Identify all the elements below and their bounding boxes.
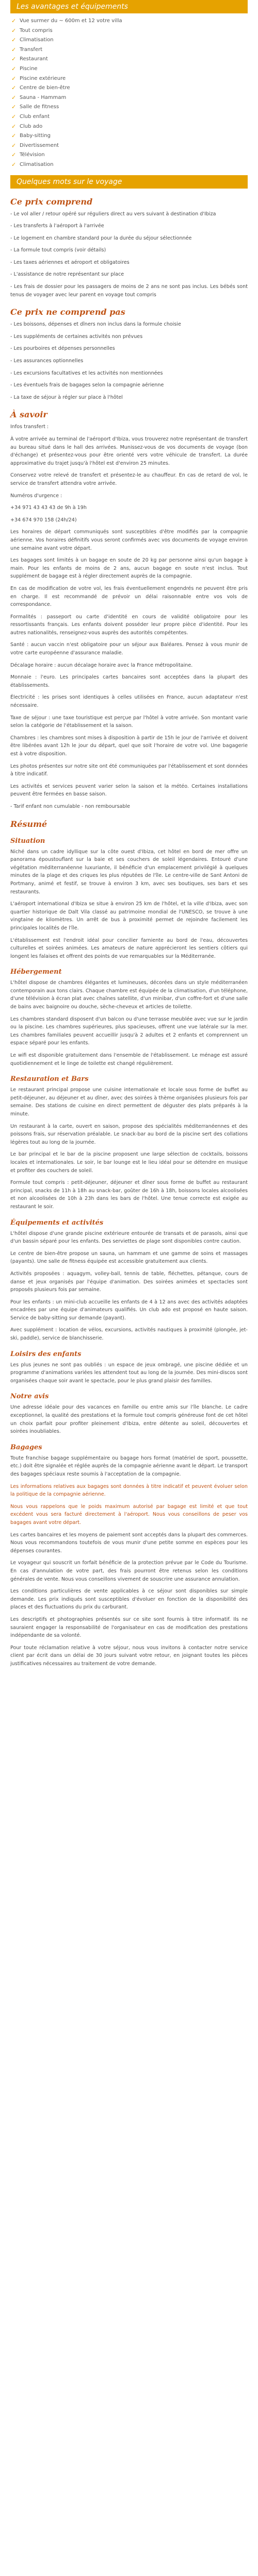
- paragraph: - Les transferts à l'aéroport à l'arrivée: [10, 223, 104, 229]
- advantage-item: [11, 103, 258, 112]
- paragraph: Le centre de bien-être propose un sauna, un hammam et une gamme de soins et massages (payants). Une salle de fitness équipée est accessible gratuitement aux clients.: [10, 1250, 248, 1265]
- paragraph: Activités proposées : aquagym, volley-ball, tennis de table, fléchettes, pétanque, cours de danse et jeux organisés par l'équipe d'animation. Des soirées animées et spectacles sont proposés plusieurs fois par semaine.: [10, 1270, 248, 1293]
- paragraph: L'hôtel dispose d'une grande piscine extérieure entourée de transats et de parasols, ainsi que d'un bassin séparé pour les enfants. Des serviettes de plage sont disponibles contre caution.: [10, 1230, 248, 1245]
- paragraph: - La taxe de séjour à régler sur place à l'hôtel: [10, 394, 123, 400]
- check-icon: ✓: [11, 104, 17, 111]
- advantage-item: [11, 16, 258, 26]
- advantage-label: Club ado: [20, 123, 43, 129]
- advantage-label: Divertissement: [20, 142, 59, 148]
- check-icon: ✓: [11, 56, 17, 63]
- paragraph: - Les suppléments de certaines activités non prévues: [10, 333, 143, 340]
- advantage-item: [11, 83, 258, 93]
- paragraph: Les descriptifs et photographies présentés sur ce site sont fournis à titre informatif. Ils ne sauraient engager la responsabilité de l'organisateur en cas de modification des prestations indépendante de sa volonté.: [10, 1616, 248, 1639]
- paragraph: À votre arrivée au terminal de l'aéroport d'Ibiza, vous trouverez notre représentant de transfert au bureau situé dans le hall des arrivées. Munissez-vous de vos documents de voyage (bon d'échange) et présentez-vous pour être orienté vers votre véhicule de transfert. La durée approximative du trajet jusqu'à l'hôtel est d'environ 25 minutes.: [10, 436, 248, 466]
- advantage-item: [11, 112, 258, 122]
- advantage-label: Centre de bien-être: [20, 85, 70, 91]
- info-banner: Quelques mots sur le voyage: [10, 175, 248, 189]
- paragraph: Les conditions particulières de vente applicables à ce séjour sont disponibles sur simple demande. Les prix indiqués sont susceptibles d'évoluer en fonction de la disponibilité des places et des fluctuations du prix du carburant.: [10, 1588, 248, 1611]
- check-icon: ✓: [11, 84, 17, 92]
- advantage-item: [11, 131, 258, 141]
- paragraph: - La formule tout compris (voir détails): [10, 247, 106, 253]
- paragraph: Chambres : les chambres sont mises à disposition à partir de 15h le jour de l'arrivée et doivent être libérées avant 12h le jour du départ, quel que soit l'horaire de votre vol. Une bagagerie est à votre disposition.: [10, 735, 248, 757]
- advantage-item: [11, 55, 258, 64]
- paragraph: Niché dans un cadre idyllique sur la côte ouest d'Ibiza, cet hôtel en bord de mer offre un panorama époustouflant sur la baie et ses couchers de soleil légendaires. Entouré d'une végétation méditerranéenne luxuriante, il bénéficie d'un emplacement privilégié à quelques minutes de la plage et des criques les plus réputées de l'île. Le centre-ville de Sant Antoni de Portmany, animé et festif, se trouve à environ 3 km, avec ses boutiques, ses bars et ses restaurants.: [10, 849, 248, 895]
- paragraph: - Les excursions facultatives et les activités non mentionnées: [10, 370, 163, 376]
- paragraph: Les informations relatives aux bagages sont données à titre indicatif et peuvent évoluer selon la politique de la compagnie aérienne.: [10, 1483, 248, 1498]
- paragraph: Toute franchise bagage supplémentaire ou bagage hors format (matériel de sport, poussette, etc.) doit être signalée et réglée auprès de la compagnie aérienne avant le départ. Le transport des bagages spéciaux reste soumis à l'acceptation de la compagnie.: [10, 1455, 248, 1477]
- paragraph: - Les assurances optionnelles: [10, 358, 84, 364]
- paragraph: L'établissement est l'endroit idéal pour concilier farniente au bord de l'eau, découvertes culturelles et soirées animées. Les amateurs de nature apprécieront les sentiers côtiers qui longent les falaises et offrent des points de vue remarquables sur la Méditerranée.: [10, 937, 248, 959]
- advantage-item: [11, 141, 258, 151]
- section-heading: Loisirs des enfants: [10, 1350, 82, 1358]
- section-heading: Hébergement: [10, 968, 62, 976]
- check-icon: ✓: [11, 37, 17, 44]
- check-icon: ✓: [11, 113, 17, 120]
- paragraph: Formule tout compris : petit-déjeuner, déjeuner et dîner sous forme de buffet au restaurant principal, snacks de 11h à 18h au snack-bar, goûter de 16h à 18h, boissons locales alcoolisées et non alcoolisées de 10h à 23h dans les bars de l'hôtel. Une tenue correcte est exigée au restaurant le soir.: [10, 1180, 248, 1210]
- paragraph: Les activités et services peuvent varier selon la saison et la météo. Certaines installations peuvent être fermées en basse saison.: [10, 783, 248, 798]
- section-heading: Bagages: [10, 1443, 42, 1451]
- paragraph: Décalage horaire : aucun décalage horaire avec la France métropolitaine.: [10, 662, 193, 668]
- advantage-label: Sauna - Hammam: [20, 94, 67, 100]
- advantage-label: Vue surmer du ~ 600m et 12 votre villa: [20, 18, 122, 24]
- paragraph: Avec supplément : location de vélos, excursions, activités nautiques à proximité (plongée, jet-ski, paddle), service de blanchisserie.: [10, 1327, 248, 1342]
- paragraph: Le wifi est disponible gratuitement dans l'ensemble de l'établissement. Le ménage est assuré quotidiennement et le linge de toilette est changé régulièrement.: [10, 1053, 248, 1066]
- advantage-label: Transfert: [20, 46, 43, 53]
- paragraph: Le voyageur qui souscrit un forfait bénéficie de la protection prévue par le Code du Tourisme. En cas d'annulation de votre part, des frais pourront être retenus selon les conditions générales de vente. Nous vous conseillons vivement de souscrire une assurance annulation.: [10, 1560, 248, 1582]
- section-heading: Ce prix ne comprend pas: [10, 307, 125, 317]
- paragraph: Les chambres standard disposent d'un balcon ou d'une terrasse meublée avec vue sur le jardin ou la piscine. Les chambres supérieures, plus spacieuses, offrent une vue latérale sur la mer. Les chambres familiales peuvent accueillir jusqu'à 2 adultes et 2 enfants et comprennent un espace séparé pour les enfants.: [10, 1016, 248, 1046]
- advantage-item: [11, 64, 258, 74]
- paragraph: L'hôtel dispose de chambres élégantes et lumineuses, décorées dans un style méditerranéen contemporain aux tons clairs. Chaque chambre est équipée de la climatisation, d'un téléphone, d'une télévision à écran plat avec chaînes satellite, d'un minibar, d'un coffre-fort et d'une salle de bains avec baignoire ou douche, sèche-cheveux et articles de toilette.: [10, 980, 248, 1010]
- paragraph: Électricité : les prises sont identiques à celles utilisées en France, aucun adaptateur n'est nécessaire.: [10, 694, 248, 709]
- paragraph: - Les éventuels frais de bagages selon la compagnie aérienne: [10, 382, 164, 388]
- paragraph: - Le vol aller / retour opéré sur réguliers direct au vers suivant à destination d'Ibiza: [10, 211, 216, 217]
- paragraph: - Les taxes aériennes et aéroport et obligatoires: [10, 259, 130, 265]
- paragraph: - Les boissons, dépenses et dîners non inclus dans la formule choisie: [10, 321, 181, 328]
- paragraph: Nous vous rappelons que le poids maximum autorisé par bagage est limité et que tout excédent vous sera facturé directement à l'aéroport. Nous vous conseillons de peser vos bagages avant votre départ.: [10, 1503, 248, 1526]
- advantage-label: Climatisation: [20, 37, 54, 43]
- advantage-item: [11, 122, 258, 132]
- paragraph: Le restaurant principal propose une cuisine internationale et locale sous forme de buffet au petit-déjeuner, au déjeuner et au dîner, avec des soirées à thème organisées plusieurs fois par semaine. Des stations de cuisine en direct permettent de déguster des plats préparés à la minute.: [10, 1087, 248, 1117]
- paragraph: - Le logement en chambre standard pour la durée du séjour sélectionnée: [10, 235, 192, 241]
- advantage-item: [11, 74, 258, 84]
- advantage-item: [11, 45, 258, 55]
- advantage-label: Climatisation: [20, 161, 54, 167]
- check-icon: ✓: [11, 46, 17, 53]
- check-icon: ✓: [11, 27, 17, 34]
- paragraph: Pour les enfants : un mini-club accueille les enfants de 4 à 12 ans avec des activités adaptées encadrées par une équipe d'animateurs qualifiés. Un club ado est proposé en haute saison. Service de baby-sitting sur demande (payant).: [10, 1299, 248, 1321]
- paragraph: Numéros d'urgence :: [10, 493, 62, 499]
- advantage-item: [11, 36, 258, 45]
- advantage-label: Baby-sitting: [20, 133, 51, 139]
- advantages-banner: Les avantages et équipements: [10, 0, 248, 13]
- paragraph: Les plus jeunes ne sont pas oubliés : un espace de jeux ombragé, une piscine dédiée et un programme d'animations variées les attendent tout au long de la journée. Des mini-discos sont organisées chaque soir avant le spectacle, pour le plus grand plaisir des familles.: [10, 1362, 248, 1384]
- paragraph: - Tarif enfant non cumulable - non remboursable: [10, 803, 131, 809]
- paragraph: Une adresse idéale pour des vacances en famille ou entre amis sur l'île blanche. Le cadre exceptionnel, la qualité des prestations et la formule tout compris généreuse font de cet hôtel un choix parfait pour profiter pleinement d'Ibiza, entre détente au soleil, découvertes et soirées inoubliables.: [10, 1404, 248, 1435]
- check-icon: ✓: [11, 123, 17, 130]
- check-icon: ✓: [11, 151, 17, 159]
- paragraph: Taxe de séjour : une taxe touristique est perçue par l'hôtel à votre arrivée. Son montant varie selon la catégorie de l'établissement et la saison.: [10, 715, 248, 729]
- advantage-item: [11, 150, 258, 160]
- check-icon: ✓: [11, 161, 17, 168]
- check-icon: ✓: [11, 132, 17, 140]
- paragraph: Monnaie : l'euro. Les principales cartes bancaires sont acceptées dans la plupart des établissements.: [10, 674, 248, 688]
- paragraph: Les photos présentes sur notre site ont été communiquées par l'établissement et sont données à titre indicatif.: [10, 763, 248, 777]
- advantage-label: Salle de fitness: [20, 104, 59, 110]
- section-heading: Restauration et Bars: [10, 1075, 89, 1083]
- paragraph: Un restaurant à la carte, ouvert en saison, propose des spécialités méditerranéennes et des poissons frais, sur réservation préalable. Le snack-bar au bord de la piscine sert des collations légères tout au long de la journée.: [10, 1123, 248, 1145]
- paragraph: Formalités : passeport ou carte d'identité en cours de validité obligatoire pour les ressortissants français. Les enfants doivent posséder leur propre pièce d'identité. Pour les autres nationalités, renseignez-vous auprès des autorités compétentes.: [10, 614, 248, 636]
- advantage-label: Piscine: [20, 65, 38, 72]
- section-heading: À savoir: [10, 410, 47, 420]
- advantage-item: [11, 26, 258, 36]
- advantage-label: Tout compris: [20, 27, 53, 33]
- check-icon: ✓: [11, 18, 17, 24]
- advantage-item: [11, 93, 258, 103]
- paragraph: Le bar principal et le bar de la piscine proposent une large sélection de cocktails, boissons locales et internationales. Le soir, le bar lounge est le lieu idéal pour se détendre en musique et profiter des couchers de soleil.: [10, 1151, 248, 1174]
- paragraph: Les horaires de départ communiqués sont susceptibles d'être modifiés par la compagnie aérienne. Vos horaires définitifs vous seront confirmés avec vos documents de voyage environ une semaine avant votre départ.: [10, 529, 248, 551]
- paragraph: +34 674 970 158 (24h/24): [10, 517, 77, 523]
- paragraph: Infos transfert :: [10, 424, 49, 430]
- section-heading: Équipements et activités: [10, 1218, 104, 1227]
- paragraph: L'aéroport international d'Ibiza se situe à environ 25 km de l'hôtel, et la ville d'Ibiza, avec son quartier historique de Dalt Vila classé au patrimoine mondial de l'UNESCO, se trouve à une vingtaine de kilomètres. Un arrêt de bus à proximité permet de rejoindre facilement les principales localités de l'île.: [10, 901, 248, 931]
- advantage-label: Club enfant: [20, 113, 50, 120]
- paragraph: - Les pourboires et dépenses personnelles: [10, 346, 115, 352]
- paragraph: - L'assistance de notre représentant sur place: [10, 272, 124, 278]
- advantage-item: [11, 160, 258, 170]
- advantage-label: Piscine extérieure: [20, 75, 66, 81]
- paragraph: Les cartes bancaires et les moyens de paiement sont acceptés dans la plupart des commerces. Nous vous recommandons toutefois de vous munir d'une petite somme en espèces pour les dépenses courantes.: [10, 1532, 248, 1554]
- advantages-list: [0, 16, 258, 170]
- advantage-label: Télévision: [20, 152, 45, 158]
- check-icon: ✓: [11, 65, 17, 72]
- check-icon: ✓: [11, 142, 17, 149]
- paragraph: Pour toute réclamation relative à votre séjour, nous vous invitons à contacter notre service client par écrit dans un délai de 30 jours suivant votre retour, en joignant toutes les pièces justificatives nécessaires au traitement de votre demande.: [10, 1645, 248, 1667]
- paragraph: En cas de modification de votre vol, les frais éventuellement engendrés ne peuvent être pris en charge. Il est recommandé de prévoir un délai raisonnable entre vos vols de correspondance.: [10, 585, 248, 608]
- check-icon: ✓: [11, 75, 17, 82]
- paragraph: - Les frais de dossier pour les passagers de moins de 2 ans ne sont pas inclus. Les bébés sont tenus de voyager avec leur parent en voyage tout compris: [10, 284, 248, 298]
- paragraph: +34 971 43 43 43 de 9h à 19h: [10, 505, 87, 511]
- section-heading: Situation: [10, 837, 45, 845]
- section-heading: Notre avis: [10, 1393, 49, 1401]
- info-content: [0, 197, 258, 1668]
- paragraph: Les bagages sont limités à un bagage en soute de 20 kg par personne ainsi qu'un bagage à main. Pour les enfants de moins de 2 ans, aucun bagage en soute n'est inclus. Tout supplément de bagage est à régler directement auprès de la compagnie.: [10, 557, 248, 580]
- paragraph: Conservez votre relevé de transfert et présentez-le au chauffeur. En cas de retard de vol, le service de transfert attendra votre arrivée.: [10, 472, 248, 486]
- advantage-label: Restaurant: [20, 56, 48, 62]
- paragraph: Santé : aucun vaccin n'est obligatoire pour un séjour aux Baléares. Pensez à vous munir de votre carte européenne d'assurance maladie.: [10, 642, 248, 656]
- check-icon: ✓: [11, 94, 17, 101]
- section-heading: Résumé: [10, 819, 47, 829]
- section-heading: Ce prix comprend: [10, 196, 93, 207]
